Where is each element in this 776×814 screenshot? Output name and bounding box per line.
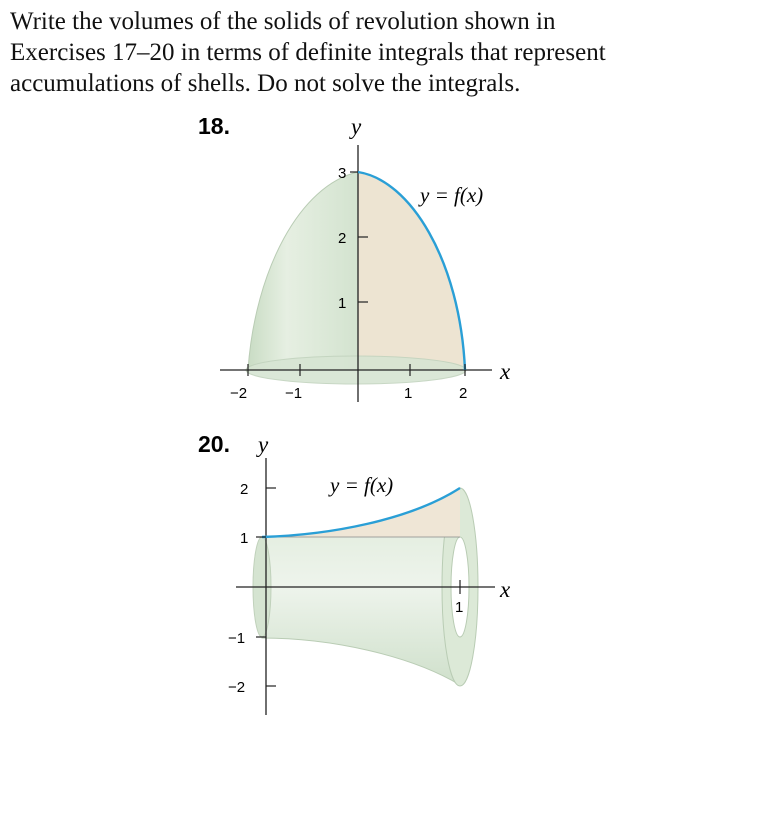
fig18-ytick-1: 1 — [338, 295, 347, 312]
fig20-ytick-neg1: −1 — [228, 630, 246, 647]
fig20-ytick-2: 2 — [240, 481, 249, 498]
fig20-ytick-1: 1 — [240, 530, 249, 547]
fig18-xtick-2: 2 — [459, 385, 468, 402]
fig18-xtick-neg1: −1 — [285, 385, 303, 402]
fig18-ytick-2: 2 — [338, 230, 347, 247]
fig18-x-axis-label: x — [500, 359, 511, 384]
fig18-y-axis-label: y — [351, 114, 362, 139]
fig20-ytick-neg2: −2 — [228, 679, 246, 696]
fig18-xtick-neg2: −2 — [230, 385, 248, 402]
fig20-function-label: y = f(x) — [330, 473, 394, 497]
figure-18 — [198, 113, 511, 402]
fig18-function-label: y = f(x) — [420, 183, 484, 207]
fig20-exercise-number: 20. — [198, 431, 230, 457]
fig18-ytick-3: 3 — [338, 165, 347, 182]
instructions-line-2: Exercises 17–20 in terms of definite integrals that represent — [10, 39, 606, 66]
fig18-solid-dome — [248, 172, 358, 370]
fig20-x-axis-label: x — [500, 577, 511, 602]
instructions-line-3: accumulations of shells. Do not solve the integrals. — [10, 70, 521, 97]
fig20-y-axis-label: y — [258, 432, 269, 457]
fig18-exercise-number: 18. — [198, 113, 230, 139]
instructions-line-1: Write the volumes of the solids of revolution shown in — [10, 8, 556, 35]
fig20-xtick-1: 1 — [455, 599, 464, 616]
fig18-xtick-1: 1 — [404, 385, 413, 402]
figure-20 — [198, 431, 511, 715]
